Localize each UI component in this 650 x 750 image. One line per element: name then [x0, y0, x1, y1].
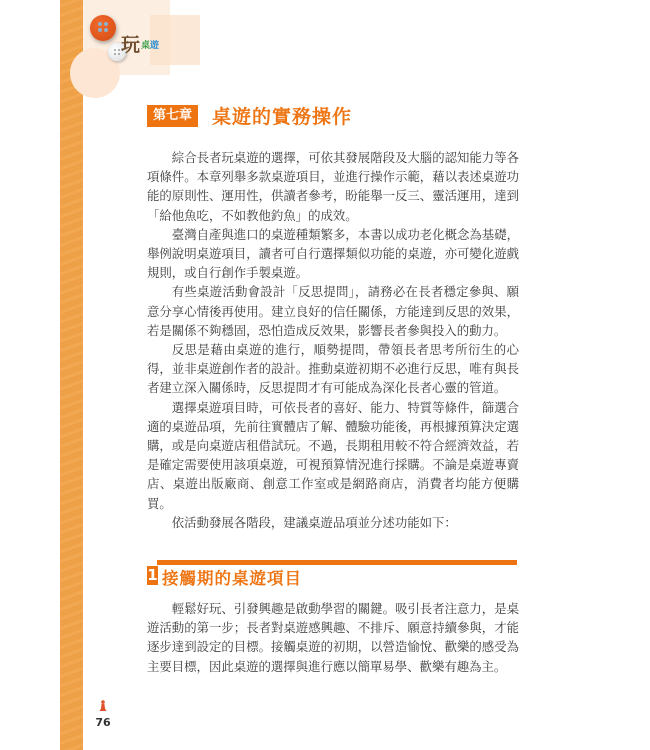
paragraph: 輕鬆好玩、引發興趣是啟動學習的關鍵。吸引長者注意力，是桌遊活動的第一步；長者對桌遊感興趣、不排斥、願意持續參與，才能逐步達到設定的目標。接觸桌遊的初期，以營造愉悅、歡樂的感受為主要目標，因此桌遊的選擇與進行應以簡單易學、歡樂有趣為主。 — [147, 601, 519, 674]
paragraph: 選擇桌遊項目時，可依長者的喜好、能力、特質等條件，篩選合適的桌遊品項，先前往實體店了解、體驗功能後，再根據預算決定選購，或是向桌遊店租借試玩。不過，長期租用較不符合經濟效益，若是確定需要使用該項桌遊，可視預算情況進行採購。不論是桌遊專賣店、桌遊出版廠商、創意工作室或是網路商店，消費者均能方便購買。 — [147, 399, 519, 511]
page-edge-strip — [60, 0, 83, 750]
logo-main: 玩 — [121, 34, 141, 56]
paragraph: 有些桌遊活動會設計「反思提問」，請務必在長者穩定參與、願意分享心情後再使用。建立良好的信任關係，方能達到反思的效果，若是關係不夠穩固，恐怕造成反效果，影響長者參與投入的動力。 — [147, 284, 519, 338]
section-number: 1 — [147, 566, 158, 584]
chapter-title: 桌遊的實務操作 — [212, 106, 353, 128]
page-number-text: 76 — [95, 716, 111, 729]
paragraph: 臺灣自產與進口的桌遊種類繁多，本書以成功老化概念為基礎，舉例說明桌遊項目，讀者可自行選擇類似功能的桌遊，亦可變化遊戲規則，或自行創作手製桌遊。 — [147, 226, 519, 281]
paragraph: 依活動發展各階段，建議桌遊品項並分述功能如下： — [171, 514, 457, 530]
logo-sub-2: 遊 — [150, 41, 160, 51]
intro-text — [147, 148, 519, 532]
red-button-icon — [90, 15, 116, 41]
section-title: 接觸期的桌遊項目 — [162, 569, 302, 588]
chapter-heading — [147, 102, 352, 129]
section-text — [147, 599, 519, 676]
logo-sub-1: 桌 — [141, 41, 151, 51]
pawn-icon — [99, 700, 107, 711]
page-number — [88, 700, 118, 730]
chapter-badge: 第七章 — [147, 105, 198, 127]
logo-sub — [141, 38, 159, 51]
paragraph: 綜合長者玩桌遊的選擇，可依其發展階段及大腦的認知能力等各項條件。本章列舉多款桌遊項目，並進行操作示範，藉以表述桌遊功能的原則性、運用性，供讀者參考，盼能舉一反三、靈活運用，達到「給他魚吃，不如教他釣魚」的成效。 — [147, 150, 519, 223]
paragraph: 反思是藉由桌遊的進行，順勢提問，帶領長者思考所衍生的心得，並非桌遊創作者的設計。推動桌遊初期不必進行反思，唯有與長者建立深入關係時，反思提問才有可能成為深化長者心靈的管道。 — [147, 342, 519, 396]
